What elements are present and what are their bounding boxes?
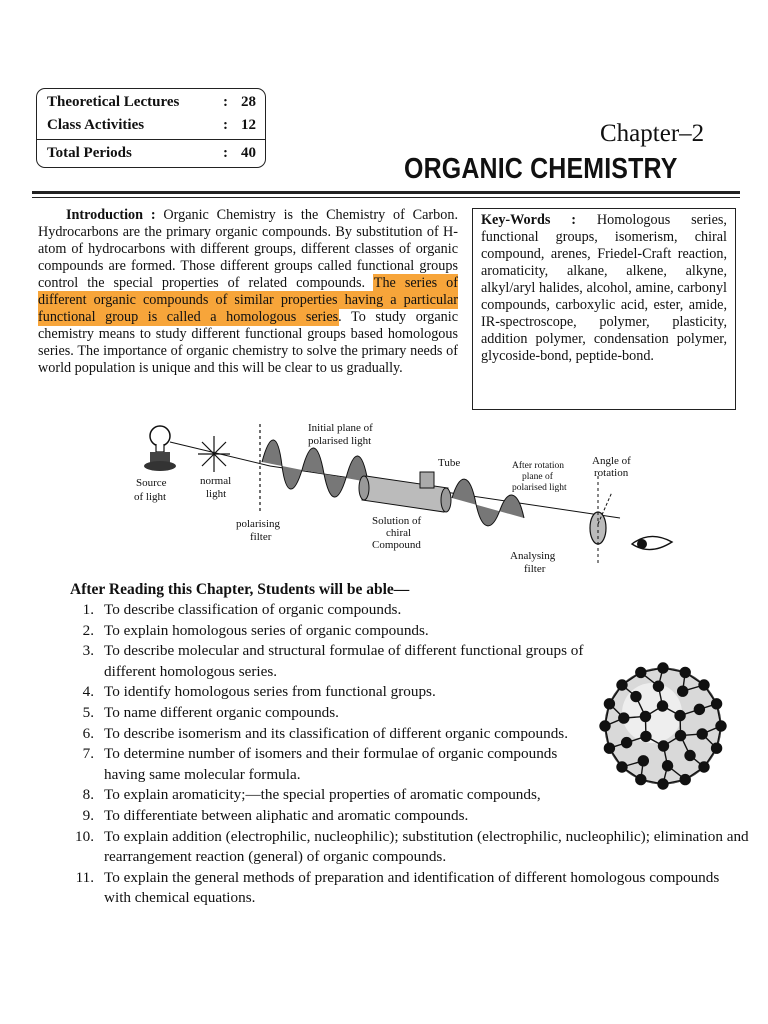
label-polarising-filter: polarising [236, 518, 280, 530]
molecule-atom [716, 721, 726, 731]
item-number: 1. [82, 601, 94, 618]
molecule-atom [622, 738, 632, 748]
item-text: To explain aromaticity;—the special properties of aromatic compounds, [104, 786, 541, 804]
item-number: 2. [82, 621, 94, 639]
molecule-atom [694, 704, 704, 714]
molecule-atom [640, 711, 650, 721]
label-normal-light: normal [200, 475, 232, 487]
item-text: To describe classification of organic compounds. [104, 601, 402, 618]
molecule-atom [636, 775, 646, 785]
list-item [60, 621, 750, 642]
item-text: To describe isomerism and its classification of different organic compounds. [104, 724, 569, 742]
intro-highlight: The series of different organic compounds of similar properties having a particular functional group is called a homologous series [38, 275, 458, 325]
molecule-atom [658, 701, 668, 711]
polarimeter-diagram [120, 414, 690, 582]
label-source: of light [134, 491, 167, 503]
header-rule [32, 191, 740, 194]
item-number: 10. [75, 827, 94, 845]
period-divider [37, 139, 265, 140]
molecule-atom [675, 711, 685, 721]
periods-box [36, 88, 266, 168]
item-number: 7. [82, 745, 94, 763]
chapter-number: Chapter–2 [600, 120, 705, 147]
item-text: To explain the general methods of preparation and identification of different homologous compounds with chemical equations. [104, 868, 720, 907]
list-item [60, 868, 750, 909]
molecule-atom [631, 692, 641, 702]
label-analysing-filter: filter [524, 563, 546, 575]
molecule-atom [678, 686, 688, 696]
polarised-wave [262, 440, 368, 497]
molecule-atom [653, 681, 663, 691]
molecule-atom [680, 667, 690, 677]
period-label: Theoretical Lectures [47, 94, 180, 110]
label-after-rotation: After rotation [512, 461, 564, 471]
list-item [60, 806, 750, 827]
molecule-atom [658, 779, 668, 789]
molecule-atom [697, 729, 707, 739]
label-polarising-filter: filter [250, 531, 272, 543]
introduction-paragraph [38, 207, 458, 377]
period-colon: : [223, 117, 228, 133]
label-after-rotation: plane of [522, 472, 553, 482]
label-solution: chiral [386, 527, 412, 539]
molecule-atom [699, 680, 709, 690]
molecule-atom [685, 750, 695, 760]
chapter-title: ORGANIC CHEMISTRY [404, 153, 678, 185]
period-label: Total Periods [47, 145, 132, 161]
normal-light-icon [198, 436, 230, 472]
intro-text-continued: . To study organic chemistry means to study different functional groups based homologous series. The importance of organic chemistry to solve the primary needs of world population is unique and this will be clear to us gradually. [38, 309, 458, 376]
item-number: 9. [82, 806, 94, 824]
label-initial-plane: Initial plane of [308, 422, 373, 434]
molecule-atom [663, 761, 673, 771]
item-number: 3. [82, 642, 94, 660]
label-normal-light: light [206, 488, 227, 500]
molecule-atom [600, 721, 610, 731]
period-value: 28 [241, 94, 256, 110]
label-solution: Compound [372, 539, 421, 551]
label-after-rotation: polarised light [512, 483, 567, 493]
label-angle-of-rotation: rotation [594, 467, 629, 479]
keywords-box [472, 208, 736, 410]
molecule-atom [641, 731, 651, 741]
item-text: To describe molecular and structural formulae of different functional groups of different homologous series. [104, 642, 584, 680]
list-item [60, 827, 750, 868]
keywords-text [481, 212, 727, 365]
item-text: To determine number of isomers and their formulae of organic compounds having same molecular formula. [104, 745, 558, 783]
molecule-atom [680, 775, 690, 785]
molecule-atom [617, 762, 627, 772]
item-number: 6. [82, 724, 94, 742]
light-source-icon [144, 426, 176, 471]
label-initial-plane: polarised light [308, 435, 372, 447]
item-number: 8. [82, 786, 94, 804]
molecule-atom [676, 731, 686, 741]
molecule-atom [712, 743, 722, 753]
molecule-atom [658, 741, 668, 751]
item-number: 4. [82, 683, 94, 701]
label-angle-of-rotation: Angle of [592, 455, 631, 467]
molecule-atom [699, 762, 709, 772]
item-text: To differentiate between aliphatic and aromatic compounds. [104, 806, 469, 824]
intro-text: Organic Chemistry is the Chemistry of Carbon. Hydrocarbons are the primary organic compounds. By substitution of H-atom of hydrocarbons with different groups, different classes of organic compounds are formed. Those different groups called functional groups control the special properties of related compounds. [38, 207, 458, 291]
analysing-filter [590, 476, 612, 564]
period-colon: : [223, 94, 228, 110]
molecule-atom [604, 743, 614, 753]
item-text: To identify homologous series from functional groups. [104, 683, 436, 701]
period-label: Class Activities [47, 117, 145, 133]
period-value: 12 [241, 117, 256, 133]
item-text: To explain addition (electrophilic, nucleophilic); substitution (electrophilic, nucleophilic); elimination and rearrangement reaction (general) of organic compounds. [104, 827, 749, 866]
molecule-atom [638, 756, 648, 766]
molecule-atom [604, 699, 614, 709]
list-item [60, 600, 750, 621]
header-rule-thin [32, 197, 740, 198]
label-tube: Tube [438, 457, 461, 469]
label-solution: Solution of [372, 515, 422, 527]
label-analysing-filter: Analysing [510, 550, 556, 562]
tube-icon [359, 472, 451, 512]
molecule-atom [617, 680, 627, 690]
molecule-atom [712, 699, 722, 709]
intro-lead: Introduction : [66, 207, 156, 223]
objectives-heading: After Reading this Chapter, Students will be able— [70, 581, 410, 598]
molecule-atom [658, 663, 668, 673]
keywords-list: Homologous series, functional groups, isomerism, chiral compound, arenes, Friedel-Craft reaction, aromaticity, alkane, alkene, alkyne, alkyl/aryl halides, alcohol, amine, carbonyl compounds, carboxylic acid, ester, amide, IR-spectroscope, polymer, plasticity, addition polymer, condensation polymer, glycoside-bond, peptide-bond. [481, 212, 727, 364]
keywords-lead: Key-Words : [481, 212, 576, 228]
molecule-image [590, 655, 736, 797]
label-source: Source [136, 477, 167, 489]
eye-icon [632, 536, 672, 549]
item-text: To explain homologous series of organic compounds. [104, 621, 429, 639]
molecule-atom [636, 667, 646, 677]
item-number: 11. [75, 868, 94, 886]
item-text: To name different organic compounds. [104, 703, 339, 721]
period-value: 40 [241, 145, 256, 161]
period-colon: : [223, 145, 228, 161]
molecule-atom [619, 713, 629, 723]
item-number: 5. [82, 703, 94, 721]
